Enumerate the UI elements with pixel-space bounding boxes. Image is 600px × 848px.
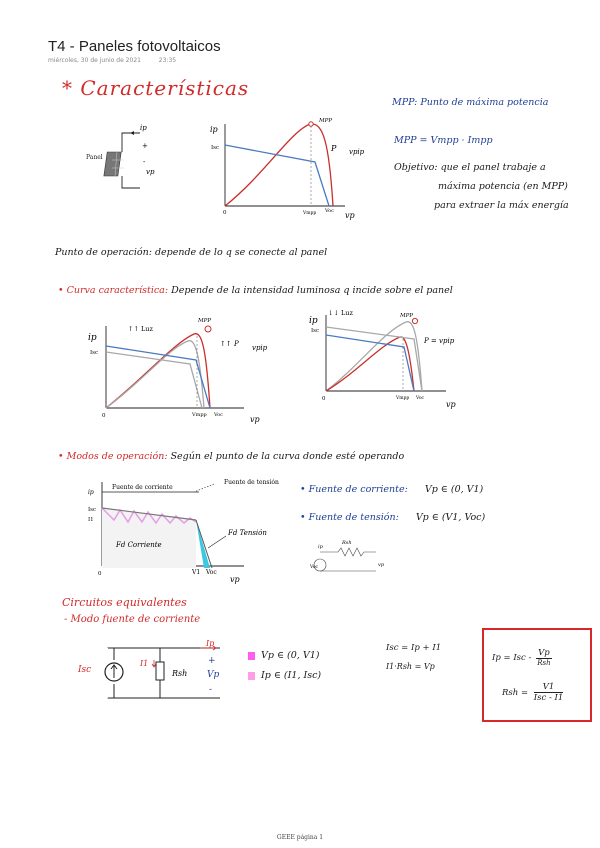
modos-line (58, 451, 404, 462)
solar-panel-icon (104, 152, 124, 176)
small-circuit (310, 538, 390, 578)
box-eq1-lhs: Ip = Isc - (492, 653, 532, 663)
modo-fuente-tension (300, 512, 485, 523)
g4-i1: I1 (88, 517, 94, 523)
g2-y-label: ip (88, 333, 97, 343)
cond-1 (248, 650, 319, 661)
objetivo-line-1: Objetivo: que el panel trabaje a (394, 162, 546, 173)
box-eq2 (502, 682, 563, 703)
mpp-formula: MPP = Vmpp · Impp (394, 135, 493, 146)
g3-x-label: vp (446, 400, 456, 409)
circ-minus: - (209, 685, 213, 695)
panel-minus: - (143, 158, 146, 166)
g3-isc: Isc (311, 328, 320, 334)
g1-vmpp: Vmpp (303, 211, 317, 216)
g4-voc: Voc (206, 569, 217, 576)
iv-curve-graph-2 (84, 308, 274, 433)
eq-i1-rsh: I1·Rsh = Vp (386, 662, 435, 671)
g3-luz: ↓↓ Luz (328, 309, 353, 317)
g1-mpp: MPP (319, 118, 333, 124)
fuente-tension-label: • Fuente de tensión: (300, 512, 399, 523)
box-eq2-den: Isc - I1 (533, 693, 564, 703)
circ-ip: Ip (206, 639, 215, 648)
g4-v1: V1 (192, 569, 201, 576)
g1-x-label: vp (345, 211, 355, 220)
sc-ip: ip (318, 544, 323, 550)
sc-vp: vp (378, 562, 385, 568)
box-eq1-den: Rsh (537, 659, 551, 667)
result-box (482, 628, 592, 722)
sc-vsrc: Voc (310, 565, 319, 570)
page-footer: GEEE página 1 (276, 834, 324, 841)
g2-luz: ↑↑ Luz (128, 325, 153, 333)
cond-2-text: Ip ∈ (I1, Isc) (261, 670, 322, 681)
iv-curve-graph-3 (306, 305, 476, 415)
g1-vpip: vpip (349, 148, 365, 156)
sc-rsh: Rsh (342, 540, 352, 546)
fuente-tension-range: Vp ∈ (V1, Voc) (415, 512, 486, 523)
mpp-definition: MPP: Punto de máxima potencia (392, 97, 549, 108)
iv-curve-graph-4 (84, 476, 284, 586)
panel-vp-label: vp (146, 168, 155, 176)
curva-text: Depende de la intensidad luminosa q incide sobre el panel (171, 285, 453, 296)
g1-voc: Voc (325, 208, 334, 214)
punto-operacion: Punto de operación: depende de lo q se conecte al panel (55, 247, 328, 258)
g3-origin: 0 (322, 396, 326, 402)
g2-mpp: MPP (198, 318, 212, 324)
panel-diagram (86, 118, 176, 198)
g4-fuente-tension: Fuente de tensión (224, 479, 279, 486)
g4-x-label: vp (230, 575, 240, 584)
g2-vmpp: Vmpp (192, 412, 207, 418)
circ-vp: Vp (207, 670, 220, 680)
g4-fd-corriente: Fd Corriente (116, 541, 162, 549)
panel-plus: + (142, 142, 148, 150)
g2-x-label: vp (250, 415, 260, 424)
cond-2 (248, 670, 321, 681)
g4-fd-tension: Fd Tensión (228, 529, 267, 537)
equivalent-circuit (70, 636, 240, 711)
modo-fuente-corriente (300, 484, 483, 495)
note-title: T4 - Paneles fotovoltaicos (48, 38, 221, 55)
note-datetime (48, 57, 176, 64)
g1-y-label: ip (210, 125, 218, 134)
note-time: 23:35 (158, 57, 177, 64)
g3-y-label: ip (309, 316, 318, 326)
objetivo-line-3: para extraer la máx energía (434, 200, 569, 211)
g2-isc: Isc (90, 350, 99, 356)
g4-fuente-corriente: Fuente de corriente (112, 484, 173, 491)
circ-rsh: Rsh (172, 669, 188, 678)
g4-y-label: ip (88, 489, 94, 496)
g3-p: P = vpip (424, 337, 455, 345)
g3-mpp: MPP (400, 313, 414, 319)
circ-i1: I1 (140, 659, 149, 668)
modo-fuente-corriente-title: - Modo fuente de corriente (64, 614, 201, 625)
curva-caracteristica-line (58, 285, 453, 296)
note-date: miércoles, 30 de junio de 2021 (48, 57, 141, 64)
box-eq2-lhs: Rsh = (502, 688, 529, 698)
g1-isc: Isc (211, 145, 220, 151)
circ-plus: + (208, 656, 216, 666)
g4-isc: Isc (88, 507, 97, 513)
heading-caracteristicas: * Características (62, 76, 250, 100)
heading-circuitos: Circuitos equivalentes (62, 596, 187, 609)
resistor-icon (156, 662, 164, 680)
box-eq1-num: Vp (538, 648, 550, 658)
fuente-corriente-label: • Fuente de corriente: (300, 484, 408, 495)
highlight-pink-mark (248, 672, 255, 680)
panel-label: Panel (86, 154, 103, 161)
panel-ip-label: ip (140, 124, 147, 132)
g2-voc: Voc (214, 412, 223, 418)
modos-heading: • Modos de operación: (58, 451, 168, 462)
g3-vmpp: Vmpp (396, 396, 410, 401)
cond-1-text: Vp ∈ (0, V1) (261, 650, 320, 661)
highlight-magenta-mark (248, 652, 255, 660)
g4-origin: 0 (98, 571, 102, 577)
modos-text: Según el punto de la curva donde esté operando (170, 451, 405, 462)
curva-heading: • Curva característica: (58, 285, 169, 296)
objetivo-line-2: máxima potencia (en MPP) (438, 181, 568, 192)
fuente-corriente-range: Vp ∈ (0, V1) (424, 484, 484, 495)
g3-voc: Voc (416, 396, 425, 401)
eq-isc: Isc = Ip + I1 (386, 643, 442, 653)
g1-origin: 0 (223, 210, 227, 216)
iv-curve-graph-1 (205, 114, 365, 224)
box-eq2-num: V1 (534, 682, 564, 693)
box-eq1 (492, 648, 552, 667)
g1-p: P (331, 144, 337, 153)
g2-p: ↑↑ P (220, 340, 239, 348)
g2-origin: 0 (102, 413, 106, 419)
g2-vpip: vpip (252, 344, 268, 352)
circ-isc: Isc (78, 665, 92, 675)
